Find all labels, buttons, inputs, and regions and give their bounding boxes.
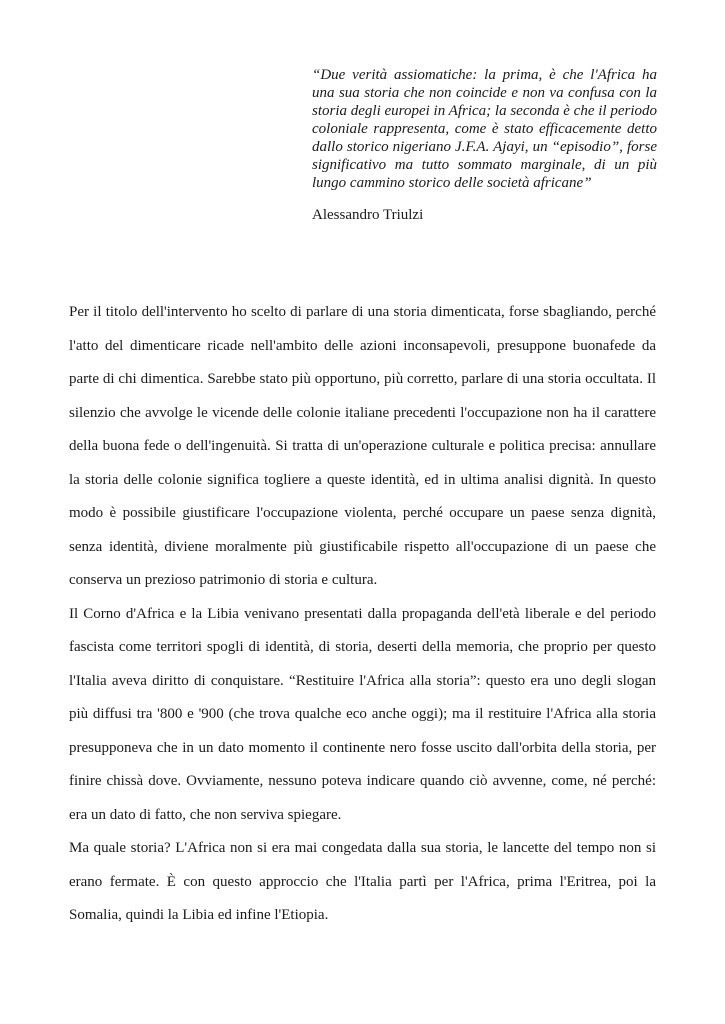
body-text xyxy=(69,296,656,933)
paragraph-3: Ma quale storia? L'Africa non si era mai congedata dalla sua storia, le lancette del tempo non si erano fermate. È con questo approccio che l'Italia partì per l'Africa, prima l'Eritrea, poi la Somalia, quindi la Libia ed infine l'Etiopia. xyxy=(69,840,656,923)
paragraph-1: Per il titolo dell'intervento ho scelto di parlare di una storia dimenticata, forse sbagliando, perché l'atto del dimenticare ricade nell'ambito delle azioni inconsapevoli, presuppone buonafede da parte di chi dimentica. Sarebbe stato più opportuno, più corretto, parlare di una storia occultata. Il silenzio che avvolge le vicende delle colonie italiane precedenti l'occupazione non ha il carattere della buona fede o dell'ingenuità. Si tratta di un'operazione culturale e politica precisa: annullare la storia delle colonie significa togliere a queste identità, ed in ultima analisi dignità. In questo modo è possibile giustificare l'occupazione violenta, perché occupare un paese senza dignità, senza identità, diviene moralmente più giustificabile rispetto all'occupazione di un paese che conserva un prezioso patrimonio di storia e cultura. xyxy=(69,304,656,588)
paragraph-2: Il Corno d'Africa e la Libia venivano presentati dalla propaganda dell'età liberale e del periodo fascista come territori spogli di identità, di storia, deserti della memoria, che proprio per questo l'Italia aveva diritto di conquistare. “Restituire l'Africa alla storia”: questo era uno degli slogan più diffusi tra '800 e '900 (che trova qualche eco anche oggi); ma il restituire l'Africa alla storia presupponeva che in un dato momento il continente nero fosse uscito dall'orbita della storia, per finire chissà dove. Ovviamente, nessuno poteva indicare quando ciò avvenne, come, né perché: era un dato di fatto, che non serviva spiegare. xyxy=(69,605,656,823)
epigraph-author: Alessandro Triulzi xyxy=(312,207,424,223)
epigraph xyxy=(312,66,657,224)
epigraph-quote: “Due verità assiomatiche: la prima, è che l'Africa ha una sua storia che non coincide e non va confusa con la storia degli europei in Africa; la seconda è che il periodo coloniale rappresenta, come è stato efficacemente detto dallo storico nigeriano J.F.A. Ajayi, un “episodio”, forse significativo ma tutto sommato marginale, di un più lungo cammino storico delle società africane” xyxy=(312,67,657,191)
